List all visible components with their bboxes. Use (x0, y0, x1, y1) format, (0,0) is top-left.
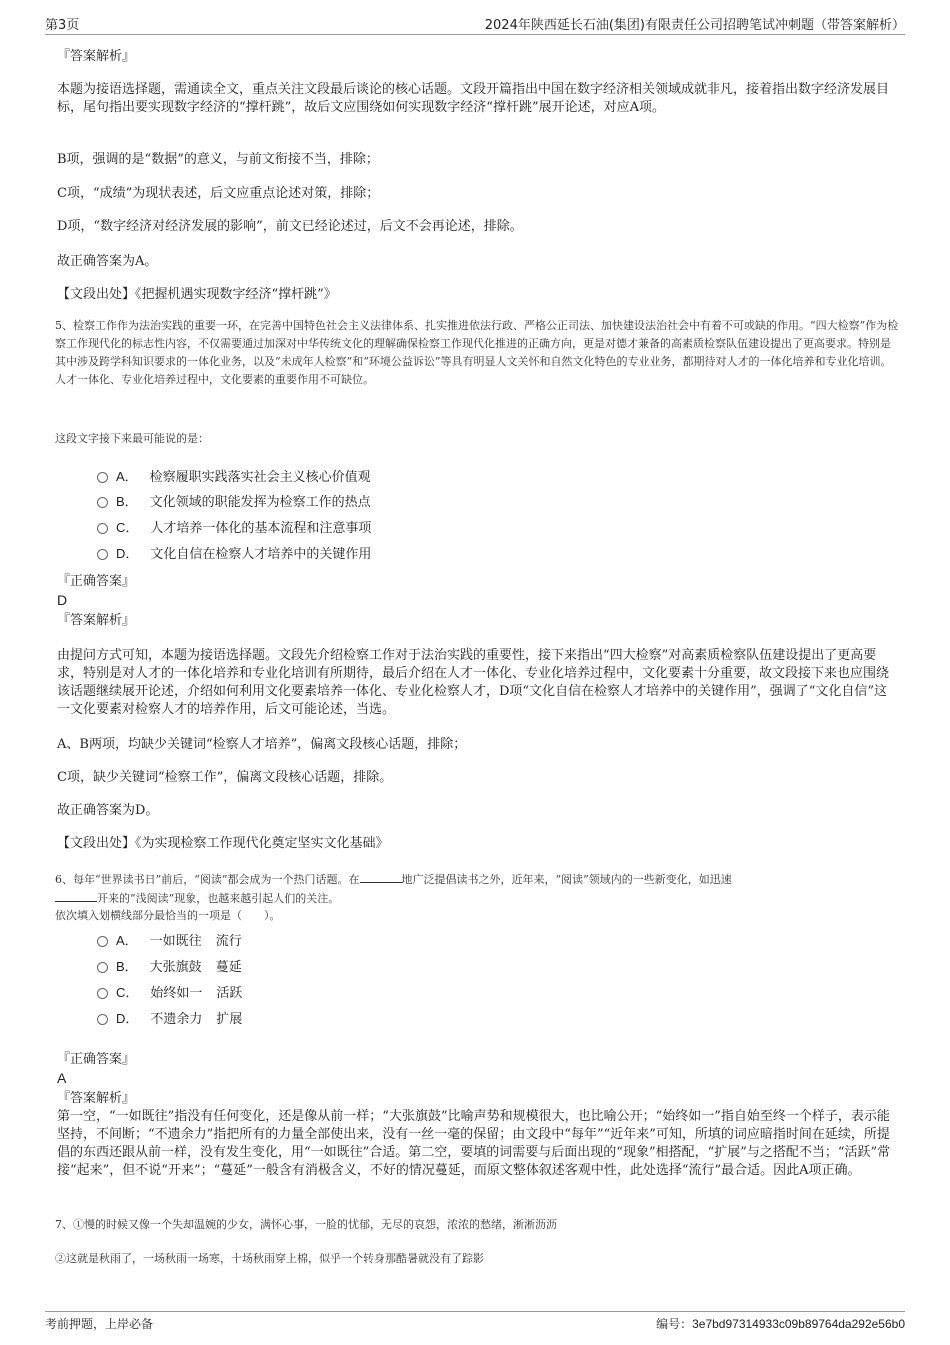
q6-option-b[interactable]: B． 大张旗鼓 蔓延 (97, 956, 242, 978)
q5-option-b[interactable]: B． 文化领域的职能发挥为检察工作的热点 (97, 491, 371, 513)
q6-option-c[interactable]: C． 始终如一 活跃 (97, 982, 242, 1004)
serial-code: 3e7bd97314933c09b89764da292e56b0 (692, 1317, 905, 1331)
q4-analysis-tag: 『答案解析』 (57, 49, 136, 64)
q6-analysis-tag: 『答案解析』 (57, 1091, 136, 1106)
radio-icon[interactable] (97, 523, 108, 534)
q4-analysis-p1: 本题为接语选择题，需通读全文，重点关注文段最后谈论的核心话题。文段开篇指出中国在数字经济相关领域成就非凡，接着指出数字经济发展目标，尾句指出要实现数字经济的“撑杆跳”，故后文应围绕如何实现数字经济“撑杆跳”展开论述，对应A项。 (57, 82, 890, 115)
radio-icon[interactable] (97, 497, 108, 508)
document-title: 2024年陕西延长石油(集团)有限责任公司招聘笔试冲刺题（带答案解析） (484, 18, 905, 33)
q5-answer: D (57, 592, 68, 608)
footer-slogan: 考前押题，上岸必备 (45, 1317, 154, 1331)
q4-analysis-p2: B项，强调的是“数据”的意义，与前文衔接不当，排除； (57, 152, 379, 167)
q5-source: 【文段出处】《为实现检察工作现代化奠定坚实文化基础》 (57, 836, 389, 851)
q6-analysis: 第一空，“一如既往”指没有任何变化，还是像从前一样；“大张旗鼓”比喻声势和规模很大，也比喻公开；“始终如一”指自始至终一个样子，表示能坚持，不间断；“不遗余力”指把所有的力量全部使出来，没有一丝一毫的保留；由文段中“每年”“近年来”可知，所填的词应暗指时间在延续，所提倡的东西还跟从前一样，没有发生变化，用“一如既往”合适。第二空，要填的词需要与后面出现的“现象”相搭配，“扩展”与之搭配不当；“活跃”常接“起来”，但不说“开来”；“蔓延”一般含有消极含义，不好的情况蔓延，而原文整体叙述客观中性，此处选择“流行”最合适。因此A项正确。 (57, 1109, 891, 1178)
q5-analysis-p3: C项，缺少关键词“检察工作”，偏离文段核心话题，排除。 (57, 770, 393, 785)
q5-option-c[interactable]: C． 人才培养一体化的基本流程和注意事项 (97, 517, 371, 539)
q5-analysis-p2: A、B两项，均缺少关键词“检察人才培养”，偏离文段核心话题，排除； (57, 737, 467, 752)
q4-analysis-p3: C项，“成绩”为现状表述，后文应重点论述对策，排除； (57, 186, 380, 201)
page-footer (45, 1311, 905, 1334)
q6-answer: A (57, 1070, 67, 1086)
q5-analysis-tag: 『答案解析』 (57, 613, 136, 628)
q6-option-a[interactable]: A． 一如既往 流行 (97, 930, 242, 952)
page-header (45, 14, 905, 35)
q5-question: 这段文字接下来最可能说的是： (55, 432, 209, 445)
q4-analysis-p4: D项，“数字经济对经济发展的影响”，前文已经论述过，后文不会再论述，排除。 (57, 219, 523, 234)
page-number: 第3页 (45, 18, 80, 33)
q6-stem: 6、每年“世界读书日”前后，“阅读”都会成为一个热门话题。在 地广泛提倡读书之外，近年来，“阅读”领域内的一些新变化，如迅速 开来的“浅阅读”现象，也越来越引起人们的关注。 (55, 870, 900, 908)
q5-answer-tag: 『正确答案』 (57, 574, 136, 589)
radio-icon[interactable] (97, 1014, 108, 1025)
q4-source: 【文段出处】《把握机遇实现数字经济“撑杆跳”》 (57, 287, 337, 302)
blank-1 (360, 870, 402, 883)
q5-option-a[interactable]: A． 检察履职实践落实社会主义核心价值观 (97, 466, 371, 488)
footer-serial: 编号：3e7bd97314933c09b89764da292e56b0 (656, 1317, 905, 1331)
radio-icon[interactable] (97, 472, 108, 483)
radio-icon[interactable] (97, 962, 108, 973)
q5-option-d[interactable]: D． 文化自信在检察人才培养中的关键作用 (97, 543, 371, 565)
radio-icon[interactable] (97, 936, 108, 947)
q5-conclusion: 故正确答案为D。 (57, 803, 159, 818)
q6-option-d[interactable]: D． 不遗余力 扩展 (97, 1008, 242, 1030)
radio-icon[interactable] (97, 988, 108, 999)
q7-line-2: ②这就是秋雨了，一场秋雨一场寒，十场秋雨穿上棉，似乎一个转身那酷暑就没有了踪影 (55, 1252, 484, 1265)
q6-question: 依次填入划横线部分最恰当的一项是（ ）。 (55, 909, 281, 922)
radio-icon[interactable] (97, 549, 108, 560)
q6-answer-tag: 『正确答案』 (57, 1052, 136, 1067)
blank-2 (55, 889, 97, 902)
q7-line-1: 7、①慢的时候又像一个失却温婉的少女，满怀心事，一脸的忧郁，无尽的哀怨，浓浓的愁绪，淅淅沥沥 (55, 1218, 557, 1231)
q4-conclusion: 故正确答案为A。 (57, 254, 158, 269)
q5-stem: 5、检察工作作为法治实践的重要一环，在完善中国特色社会主义法律体系、扎实推进依法行政、严格公正司法、加快建设法治社会中有着不可或缺的作用。“四大检察”作为检察工作现代化的标志性内容，不仅需要通过加深对中华传统文化的理解确保检察工作现代化推进的正确方向，更是对德才兼备的高素质检察队伍建设提出了更高要求。特别是其中涉及跨学科知识要求的一体化业务，以及“未成年人检察”和“环境公益诉讼”等具有明显人文关怀和自然文化特色的专业业务，都期待对人才的一体化培养和专业化培训。人才一体化、专业化培养过程中，文化要素的重要作用不可缺位。 (55, 319, 899, 386)
q5-analysis-p1: 由提问方式可知，本题为接语选择题。文段先介绍检察工作对于法治实践的重要性，接下来指出“四大检察”对高素质检察队伍建设提出了更高要求，特别是对人才的一体化培养和专业化培训有所期待，最后介绍在人才一体化、专业化培养过程中，文化要素十分重要，故文段接下来也应围绕该话题继续展开论述，介绍如何利用文化要素培养一体化、专业化检察人才，D项“文化自信在检察人才培养中的关键作用”，强调了“文化自信”这一文化要素对检察人才的培养作用，后文可能论述，当选。 (57, 648, 890, 717)
